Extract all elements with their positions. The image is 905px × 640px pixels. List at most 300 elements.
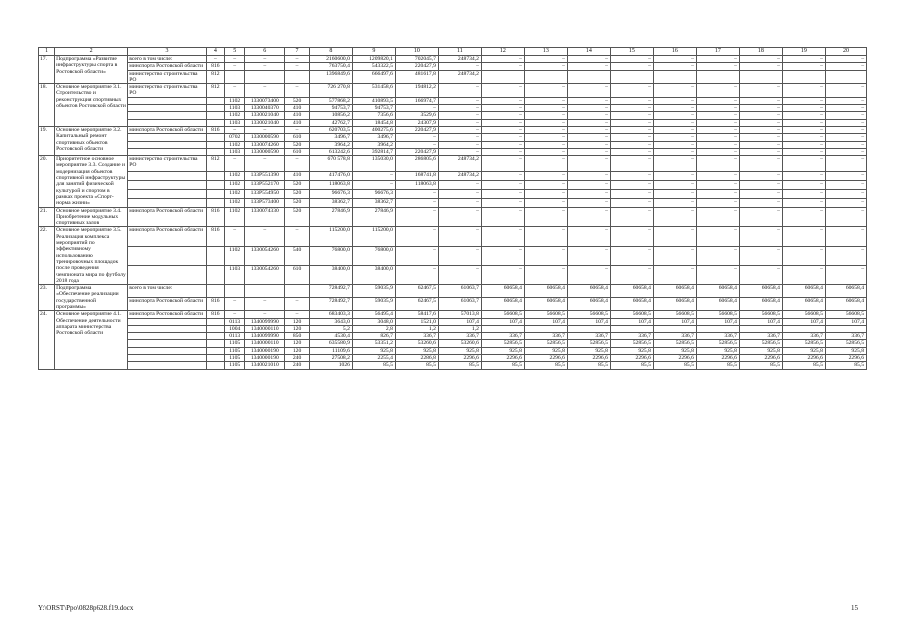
code-cell: 816 bbox=[206, 207, 224, 227]
executor-cell: министерство строительства РО bbox=[128, 156, 206, 172]
value-cell: – bbox=[739, 227, 782, 246]
value-cell: 2296,6 bbox=[567, 355, 610, 362]
code-cell: – bbox=[224, 63, 244, 70]
value-cell: 85,5 bbox=[438, 362, 481, 369]
value-cell bbox=[696, 70, 739, 84]
value-cell: – bbox=[352, 172, 395, 181]
value-cell bbox=[825, 325, 866, 332]
executor-cell bbox=[128, 265, 206, 284]
executor-cell bbox=[128, 347, 206, 354]
value-cell: – bbox=[782, 134, 825, 141]
value-cell: 85,5 bbox=[352, 362, 395, 369]
value-cell: – bbox=[739, 56, 782, 63]
code-cell: 1330073400 bbox=[245, 97, 285, 104]
value-cell: 76800,0 bbox=[352, 246, 395, 265]
value-cell: – bbox=[739, 265, 782, 284]
code-cell: 410 bbox=[285, 172, 310, 181]
value-cell: 53351,2 bbox=[352, 340, 395, 347]
value-cell: – bbox=[739, 134, 782, 141]
row-number: 17. bbox=[39, 56, 55, 84]
value-cell: – bbox=[610, 126, 653, 133]
value-cell: 60658,4 bbox=[567, 285, 610, 298]
code-cell: 133Р554950 bbox=[245, 189, 285, 198]
code-cell bbox=[206, 141, 224, 148]
value-cell: – bbox=[653, 63, 696, 70]
value-cell bbox=[481, 70, 524, 84]
value-cell bbox=[567, 325, 610, 332]
value-cell: – bbox=[825, 56, 866, 63]
code-cell: 1103 bbox=[224, 119, 244, 126]
value-cell: 52856,5 bbox=[481, 340, 524, 347]
code-cell: 1105 bbox=[224, 340, 244, 347]
column-number-header: 10 bbox=[395, 48, 438, 56]
value-cell: – bbox=[567, 181, 610, 190]
value-cell: 3643,0 bbox=[309, 318, 352, 325]
value-cell: 96676,3 bbox=[352, 189, 395, 198]
code-cell: – bbox=[224, 227, 244, 246]
executor-cell: минспорта Ростовской области bbox=[128, 311, 206, 318]
value-cell: 577868,2 bbox=[309, 97, 352, 104]
code-cell: 610 bbox=[285, 134, 310, 141]
code-cell: 520 bbox=[285, 181, 310, 190]
value-cell: – bbox=[696, 126, 739, 133]
code-cell bbox=[245, 285, 285, 298]
code-cell: 816 bbox=[206, 227, 224, 246]
table-row bbox=[39, 156, 867, 172]
code-cell: 520 bbox=[285, 207, 310, 227]
row-number: 22. bbox=[39, 227, 55, 285]
value-cell: – bbox=[653, 265, 696, 284]
value-cell: 60658,4 bbox=[696, 298, 739, 311]
row-number: 18. bbox=[39, 84, 55, 127]
value-cell: 248734,2 bbox=[438, 56, 481, 63]
value-cell: – bbox=[825, 134, 866, 141]
footer-file-path: Y:\ORST\Ppo\0828p628.f19.docx bbox=[38, 604, 134, 612]
code-cell: – bbox=[245, 227, 285, 246]
value-cell: 2296,6 bbox=[696, 355, 739, 362]
value-cell: – bbox=[567, 189, 610, 198]
value-cell: 52856,5 bbox=[696, 340, 739, 347]
value-cell: 58417,6 bbox=[395, 311, 438, 318]
value-cell: – bbox=[653, 207, 696, 227]
value-cell: – bbox=[481, 156, 524, 172]
value-cell: 27846,9 bbox=[309, 207, 352, 227]
value-cell: 24307,9 bbox=[395, 119, 438, 126]
table-row bbox=[39, 265, 867, 284]
value-cell: 53260,6 bbox=[438, 340, 481, 347]
value-cell: – bbox=[524, 63, 567, 70]
code-cell: 0113 bbox=[224, 333, 244, 340]
value-cell: 115200,0 bbox=[352, 227, 395, 246]
value-cell: 417476,0 bbox=[309, 172, 352, 181]
executor-cell: минспорта Ростовской области bbox=[128, 126, 206, 133]
value-cell: – bbox=[567, 105, 610, 112]
code-cell: 1103 bbox=[224, 148, 244, 155]
code-cell: 1102 bbox=[224, 189, 244, 198]
value-cell: 392814,7 bbox=[352, 148, 395, 155]
code-cell: – bbox=[245, 56, 285, 63]
code-cell: 1340099990 bbox=[245, 333, 285, 340]
table-row bbox=[39, 198, 867, 207]
value-cell: 925,8 bbox=[739, 347, 782, 354]
value-cell: – bbox=[739, 181, 782, 190]
code-cell: 410 bbox=[285, 112, 310, 119]
executor-cell bbox=[128, 112, 206, 119]
value-cell: – bbox=[825, 63, 866, 70]
value-cell: 728492,7 bbox=[309, 285, 352, 298]
value-cell: 925,8 bbox=[438, 347, 481, 354]
value-cell bbox=[524, 325, 567, 332]
value-cell: 38400,0 bbox=[352, 265, 395, 284]
executor-cell: минспорта Ростовской области bbox=[128, 227, 206, 246]
code-cell: – bbox=[224, 126, 244, 133]
code-cell: 1340000190 bbox=[245, 347, 285, 354]
value-cell: 2296,6 bbox=[438, 355, 481, 362]
value-cell: – bbox=[825, 227, 866, 246]
value-cell: 107,4 bbox=[739, 318, 782, 325]
value-cell: – bbox=[438, 126, 481, 133]
value-cell: – bbox=[782, 246, 825, 265]
value-cell: – bbox=[438, 198, 481, 207]
value-cell: – bbox=[438, 97, 481, 104]
value-cell: – bbox=[524, 207, 567, 227]
value-cell: – bbox=[481, 246, 524, 265]
value-cell: 38362,7 bbox=[309, 198, 352, 207]
value-cell: – bbox=[782, 227, 825, 246]
code-cell bbox=[206, 246, 224, 265]
code-cell: – bbox=[285, 56, 310, 63]
value-cell: 135030,0 bbox=[352, 156, 395, 172]
row-number: 20. bbox=[39, 156, 55, 207]
executor-cell bbox=[128, 172, 206, 181]
executor-cell bbox=[128, 141, 206, 148]
value-cell: 763750,4 bbox=[309, 63, 352, 70]
code-cell: 1102 bbox=[224, 141, 244, 148]
code-cell: 610 bbox=[285, 265, 310, 284]
value-cell: – bbox=[825, 84, 866, 98]
value-cell: 85,5 bbox=[696, 362, 739, 369]
value-cell: – bbox=[782, 148, 825, 155]
value-cell: – bbox=[782, 172, 825, 181]
executor-cell bbox=[128, 318, 206, 325]
value-cell: 60658,4 bbox=[825, 285, 866, 298]
value-cell: 42762,7 bbox=[309, 119, 352, 126]
code-cell: 1340000110 bbox=[245, 340, 285, 347]
code-cell: 240 bbox=[285, 355, 310, 362]
code-cell: 816 bbox=[206, 298, 224, 311]
value-cell: 56608,5 bbox=[481, 311, 524, 318]
code-cell: – bbox=[285, 126, 310, 133]
code-cell: 1340099990 bbox=[245, 318, 285, 325]
code-cell: – bbox=[285, 63, 310, 70]
executor-cell bbox=[128, 340, 206, 347]
value-cell: 60658,4 bbox=[567, 298, 610, 311]
value-cell: – bbox=[696, 134, 739, 141]
table-row bbox=[39, 340, 867, 347]
code-cell: 520 bbox=[285, 189, 310, 198]
value-cell: – bbox=[567, 265, 610, 284]
value-cell: 2296,6 bbox=[825, 355, 866, 362]
value-cell: – bbox=[739, 148, 782, 155]
value-cell: – bbox=[739, 63, 782, 70]
code-cell: 120 bbox=[285, 347, 310, 354]
table-row bbox=[39, 97, 867, 104]
value-cell: – bbox=[782, 56, 825, 63]
code-cell bbox=[206, 325, 224, 332]
value-cell: – bbox=[395, 198, 438, 207]
table-row bbox=[39, 362, 867, 369]
value-cell: 531458,6 bbox=[352, 84, 395, 98]
code-cell bbox=[206, 189, 224, 198]
value-cell: – bbox=[782, 198, 825, 207]
value-cell: 56608,5 bbox=[739, 311, 782, 318]
value-cell: – bbox=[524, 181, 567, 190]
value-cell: – bbox=[438, 246, 481, 265]
value-cell: – bbox=[524, 126, 567, 133]
value-cell: 60658,4 bbox=[610, 285, 653, 298]
code-cell: 1330021040 bbox=[245, 119, 285, 126]
value-cell: – bbox=[825, 246, 866, 265]
code-cell: 120 bbox=[285, 325, 310, 332]
value-cell: – bbox=[610, 134, 653, 141]
value-cell: – bbox=[610, 141, 653, 148]
value-cell: – bbox=[567, 97, 610, 104]
value-cell: 336,7 bbox=[567, 333, 610, 340]
value-cell: – bbox=[395, 265, 438, 284]
table-row bbox=[39, 148, 867, 155]
value-cell: 5,2 bbox=[309, 325, 352, 332]
code-cell: 1102 bbox=[224, 207, 244, 227]
value-cell: – bbox=[696, 207, 739, 227]
value-cell: 85,5 bbox=[610, 362, 653, 369]
code-cell: 1105 bbox=[224, 355, 244, 362]
code-cell: 540 bbox=[285, 246, 310, 265]
code-cell bbox=[206, 105, 224, 112]
value-cell: – bbox=[481, 126, 524, 133]
column-number-header: 1 bbox=[39, 48, 55, 56]
value-cell: 613242,6 bbox=[309, 148, 352, 155]
value-cell: – bbox=[567, 227, 610, 246]
value-cell: – bbox=[524, 84, 567, 98]
value-cell: 107,4 bbox=[696, 318, 739, 325]
table-row bbox=[39, 285, 867, 298]
code-cell bbox=[206, 285, 224, 298]
code-cell: 1102 bbox=[224, 181, 244, 190]
value-cell: – bbox=[696, 112, 739, 119]
value-cell: – bbox=[481, 181, 524, 190]
program-name: Подпрограмма «Обеспечение реализации государственной программы» bbox=[55, 285, 128, 311]
value-cell: – bbox=[825, 181, 866, 190]
value-cell: – bbox=[567, 63, 610, 70]
table-row bbox=[39, 84, 867, 98]
value-cell: – bbox=[610, 105, 653, 112]
value-cell: – bbox=[739, 97, 782, 104]
value-cell: – bbox=[782, 126, 825, 133]
value-cell: 56495,4 bbox=[352, 311, 395, 318]
value-cell: – bbox=[524, 141, 567, 148]
value-cell: – bbox=[481, 84, 524, 98]
value-cell bbox=[782, 70, 825, 84]
value-cell: – bbox=[696, 141, 739, 148]
executor-cell bbox=[128, 362, 206, 369]
value-cell: 57013,8 bbox=[438, 311, 481, 318]
value-cell: 52856,5 bbox=[610, 340, 653, 347]
value-cell: 56608,5 bbox=[524, 311, 567, 318]
value-cell: – bbox=[567, 141, 610, 148]
value-cell: 60658,4 bbox=[524, 285, 567, 298]
value-cell: – bbox=[653, 105, 696, 112]
column-number-header: 4 bbox=[206, 48, 224, 56]
code-cell bbox=[206, 112, 224, 119]
value-cell: – bbox=[395, 227, 438, 246]
value-cell: – bbox=[610, 112, 653, 119]
code-cell: 812 bbox=[206, 70, 224, 84]
code-cell: 812 bbox=[206, 84, 224, 98]
value-cell: 52856,5 bbox=[739, 340, 782, 347]
value-cell: – bbox=[782, 63, 825, 70]
value-cell: – bbox=[653, 172, 696, 181]
value-cell: – bbox=[481, 105, 524, 112]
code-cell: 1330074260 bbox=[245, 141, 285, 148]
value-cell bbox=[696, 325, 739, 332]
value-cell: 220427,9 bbox=[395, 148, 438, 155]
value-cell: 925,8 bbox=[481, 347, 524, 354]
column-number-header: 12 bbox=[481, 48, 524, 56]
table-row bbox=[39, 141, 867, 148]
value-cell: 2296,6 bbox=[610, 355, 653, 362]
code-cell: 133Р552170 bbox=[245, 181, 285, 190]
value-cell: 107,4 bbox=[438, 318, 481, 325]
code-cell: 812 bbox=[206, 156, 224, 172]
value-cell: 336,7 bbox=[739, 333, 782, 340]
value-cell: 336,7 bbox=[825, 333, 866, 340]
value-cell: 702045,7 bbox=[395, 56, 438, 63]
executor-cell: министерство строительства РО bbox=[128, 70, 206, 84]
value-cell: – bbox=[696, 56, 739, 63]
value-cell: – bbox=[610, 189, 653, 198]
value-cell bbox=[739, 325, 782, 332]
value-cell: 194812,2 bbox=[395, 84, 438, 98]
value-cell: 56608,5 bbox=[825, 311, 866, 318]
value-cell: 59035,9 bbox=[352, 285, 395, 298]
code-cell: 816 bbox=[206, 126, 224, 133]
code-cell: – bbox=[245, 63, 285, 70]
code-cell: 1105 bbox=[224, 362, 244, 369]
value-cell: 2296,6 bbox=[653, 355, 696, 362]
column-number-header: 16 bbox=[653, 48, 696, 56]
value-cell: 60658,4 bbox=[481, 285, 524, 298]
value-cell: – bbox=[567, 207, 610, 227]
value-cell: 60658,4 bbox=[524, 298, 567, 311]
value-cell: – bbox=[653, 119, 696, 126]
code-cell: – bbox=[285, 84, 310, 98]
table-row bbox=[39, 311, 867, 318]
executor-cell bbox=[128, 189, 206, 198]
value-cell: – bbox=[524, 119, 567, 126]
value-cell: – bbox=[567, 119, 610, 126]
value-cell: 56608,5 bbox=[696, 311, 739, 318]
value-cell: – bbox=[567, 246, 610, 265]
value-cell: – bbox=[825, 172, 866, 181]
value-cell bbox=[825, 70, 866, 84]
code-cell bbox=[285, 285, 310, 298]
value-cell: – bbox=[825, 97, 866, 104]
code-cell bbox=[206, 340, 224, 347]
value-cell: – bbox=[653, 198, 696, 207]
code-cell bbox=[206, 97, 224, 104]
value-cell: 3496,7 bbox=[309, 134, 352, 141]
value-cell: – bbox=[610, 181, 653, 190]
value-cell: 2296,6 bbox=[782, 355, 825, 362]
table-row bbox=[39, 112, 867, 119]
table-header-row bbox=[39, 48, 867, 56]
value-cell: – bbox=[610, 156, 653, 172]
value-cell: 85,5 bbox=[395, 362, 438, 369]
code-cell: – bbox=[245, 298, 285, 311]
value-cell: – bbox=[696, 84, 739, 98]
code-cell: 816 bbox=[206, 311, 224, 318]
value-cell: – bbox=[567, 126, 610, 133]
value-cell: – bbox=[782, 112, 825, 119]
value-cell: 220427,9 bbox=[395, 126, 438, 133]
executor-cell bbox=[128, 355, 206, 362]
value-cell: 925,8 bbox=[352, 347, 395, 354]
code-cell bbox=[285, 70, 310, 84]
code-cell bbox=[206, 355, 224, 362]
value-cell: – bbox=[567, 198, 610, 207]
value-cell: 85,5 bbox=[524, 362, 567, 369]
executor-cell bbox=[128, 198, 206, 207]
code-cell: 1330021040 bbox=[245, 112, 285, 119]
value-cell: 248734,2 bbox=[438, 172, 481, 181]
value-cell: – bbox=[739, 84, 782, 98]
executor-cell: министерство строительства РО bbox=[128, 84, 206, 98]
code-cell bbox=[206, 148, 224, 155]
value-cell: – bbox=[481, 56, 524, 63]
value-cell: 925,8 bbox=[567, 347, 610, 354]
value-cell: 248734,2 bbox=[438, 156, 481, 172]
page-number: 15 bbox=[851, 604, 858, 612]
table-row bbox=[39, 347, 867, 354]
column-number-header: 9 bbox=[352, 48, 395, 56]
value-cell: 728492,7 bbox=[309, 298, 352, 311]
executor-cell: минспорта Ростовской области bbox=[128, 63, 206, 70]
value-cell: 107,4 bbox=[653, 318, 696, 325]
value-cell: – bbox=[481, 148, 524, 155]
code-cell: 1330000590 bbox=[245, 148, 285, 155]
value-cell: 286805,6 bbox=[395, 156, 438, 172]
program-name: Приоритетное основное мероприятие 3.3. Создание и модернизация объектов спортивной инфраструктуры для занятий физической культурой и спортом в рамках проекта «Спорт-норма жизни» bbox=[55, 156, 128, 207]
row-number: 21. bbox=[39, 207, 55, 227]
value-cell: – bbox=[438, 148, 481, 155]
table-row bbox=[39, 318, 867, 325]
value-cell: 3529,6 bbox=[395, 112, 438, 119]
value-cell: – bbox=[696, 105, 739, 112]
value-cell: – bbox=[782, 105, 825, 112]
code-cell: 1330054260 bbox=[245, 265, 285, 284]
value-cell: – bbox=[395, 189, 438, 198]
value-cell bbox=[653, 70, 696, 84]
value-cell: 3964,2 bbox=[352, 141, 395, 148]
value-cell: 248734,2 bbox=[438, 70, 481, 84]
value-cell: 1521,0 bbox=[395, 318, 438, 325]
value-cell: 336,7 bbox=[395, 333, 438, 340]
table-row bbox=[39, 63, 867, 70]
code-cell bbox=[206, 172, 224, 181]
value-cell: 1,2 bbox=[395, 325, 438, 332]
executor-cell bbox=[128, 148, 206, 155]
value-cell: – bbox=[653, 148, 696, 155]
